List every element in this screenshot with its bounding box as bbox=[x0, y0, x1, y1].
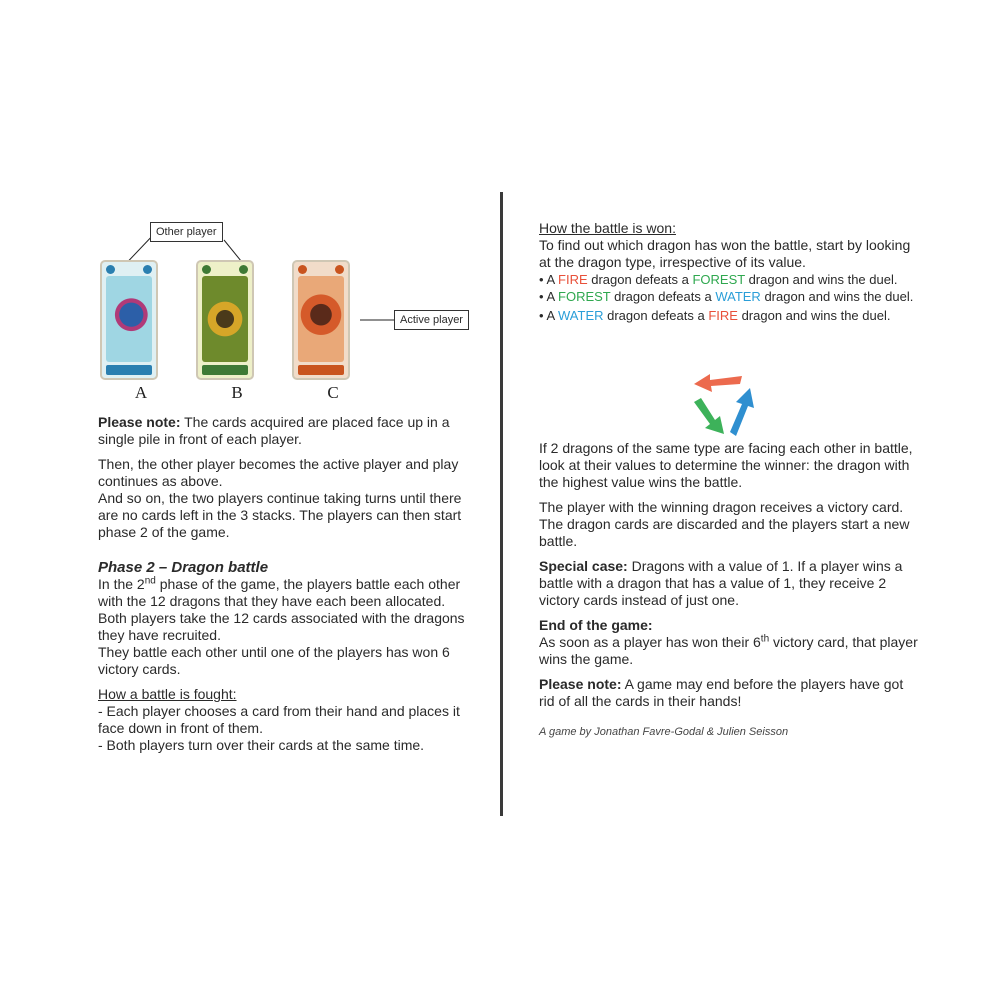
won-heading: How the battle is won: bbox=[539, 220, 676, 236]
column-divider bbox=[500, 192, 503, 816]
discarded-paragraph: The dragon cards are discarded and the players start a new battle. bbox=[539, 516, 910, 549]
andso-paragraph: And so on, the two players continue taking turns until there are no cards left in the 3 stacks. The players can then start phase 2 of the game. bbox=[98, 490, 462, 540]
same-type-paragraph: If 2 dragons of the same type are facing each other in battle, look at their values to determine the winner: the dragon with the highest value wins the battle. bbox=[539, 440, 913, 490]
special-case-paragraph: Special case: Dragons with a value of 1. If a player wins a battle with a dragon that has a value of 1, they receive 2 victory cards instead of just one. bbox=[539, 558, 903, 608]
phase-2-cards-paragraph: Both players take the 12 cards associated with the dragons they have recruited. bbox=[98, 610, 465, 643]
end-paragraph: As soon as a player has won their 6th victory card, that player wins the game. bbox=[539, 633, 918, 667]
card-label-a: A bbox=[134, 383, 148, 402]
fought-step-1: - Each player chooses a card from their hand and places it face down in front of them. bbox=[98, 703, 460, 736]
rule-3: • A WATER dragon defeats a FIRE dragon and wins the duel. bbox=[539, 308, 891, 323]
water-dragon-art bbox=[106, 276, 152, 362]
end-heading: End of the game: bbox=[539, 617, 653, 633]
fire-dragon-card bbox=[292, 260, 350, 380]
rule-1: • A FIRE dragon defeats a FOREST dragon and wins the duel. bbox=[539, 272, 898, 287]
fire-dragon-art bbox=[298, 276, 344, 362]
forest-dragon-art bbox=[202, 276, 248, 362]
dragon-cycle-arrows-icon bbox=[684, 366, 766, 440]
fought-step-2: - Both players turn over their cards at the same time. bbox=[98, 737, 425, 753]
phase-2-victory-paragraph: They battle each other until one of the players has won 6 victory cards. bbox=[98, 644, 450, 677]
right-column bbox=[539, 220, 919, 741]
rule-2: • A FOREST dragon defeats a WATER dragon and wins the duel. bbox=[539, 289, 914, 304]
callout-other-player: Other player bbox=[150, 222, 223, 242]
card-label-c: C bbox=[327, 383, 339, 402]
note-paragraph: Please note: The cards acquired are placed face up in a single pile in front of each player. bbox=[98, 414, 450, 447]
phase-2-heading: Phase 2 – Dragon battle bbox=[98, 559, 269, 576]
phase-2-paragraph: In the 2nd phase of the game, the players battle each other with the 12 dragons that they have each been allocated. bbox=[98, 575, 461, 609]
left-column bbox=[98, 414, 478, 754]
water-dragon-card bbox=[100, 260, 158, 380]
then-paragraph: Then, the other player becomes the active player and play continues as above. bbox=[98, 456, 459, 489]
won-intro: To find out which dragon has won the battle, start by looking at the dragon type, irrespective of its value. bbox=[539, 237, 911, 270]
fought-heading: How a battle is fought: bbox=[98, 686, 237, 702]
callout-active-player: Active player bbox=[394, 310, 469, 330]
card-label-b: B bbox=[231, 383, 243, 402]
note2-paragraph: Please note: A game may end before the players have got rid of all the cards in their hands! bbox=[539, 676, 904, 709]
forest-dragon-card bbox=[196, 260, 254, 380]
card-figure bbox=[98, 220, 478, 405]
victory-card-paragraph: The player with the winning dragon receives a victory card. bbox=[539, 499, 904, 515]
credit-line: A game by Jonathan Favre-Godal & Julien Seisson bbox=[539, 726, 789, 738]
